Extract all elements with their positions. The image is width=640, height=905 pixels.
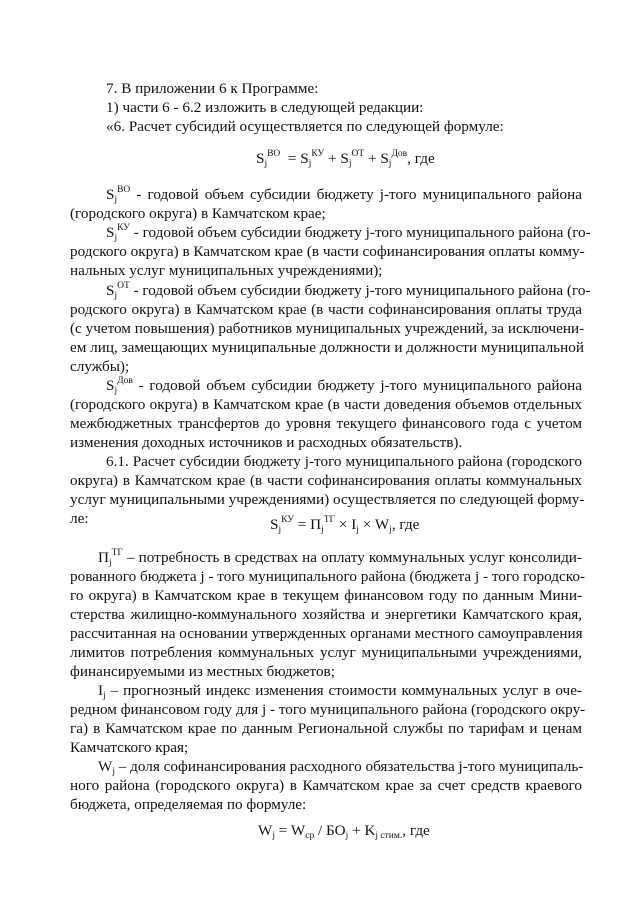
paragraph-line: изменения доходных источников и расходных обязательств). — [70, 434, 463, 451]
paragraph-line: ем лиц, замещающих муниципальные должности и должности муниципальной — [70, 339, 584, 356]
formula-subsidy-total: $S_j^{ВО} = S_j^{КУ} + S_j^{ОТ} + S_j^{Дов}$, где — [256, 149, 435, 169]
definition-line: $I_j$ – прогнозный индекс изменения стоимости коммунальных услуг в оче- — [98, 682, 582, 701]
paragraph-line: финансируемыми из местных бюджетов; — [70, 663, 335, 680]
paragraph-line: нальных услуг муниципальных учреждениями); — [70, 262, 383, 279]
paragraph-line: услуг муниципальными учреждениями) осуществляется по следующей форму- — [70, 491, 585, 508]
paragraph-line: родского округа) в Камчатском крае (в части софинансирования оплаты труда — [70, 301, 582, 318]
paragraph-line: 1) части 6 - 6.2 изложить в следующей редакции: — [106, 99, 424, 116]
paragraph-line: стерства жилищно-коммунального хозяйства и энергетики Камчатского края, — [70, 606, 582, 623]
symbol-w: $W_j$ — [98, 758, 115, 777]
paragraph-line: (с учетом повышения) работников муниципальных учреждений, за исключени- — [70, 320, 585, 337]
paragraph-line: родского округа) в Камчатском крае (в части софинансирования оплаты комму- — [70, 243, 585, 260]
symbol-p-tg: $П_j^{ТГ}$ — [98, 548, 123, 568]
paragraph-line: лимитов потребления коммунальных услуг муниципальными учреждениями, — [70, 644, 582, 661]
paragraph-line: бюджета, определяемая по формуле: — [70, 796, 307, 813]
paragraph-line: Камчатского края; — [70, 739, 189, 756]
paragraph-line: межбюджетных трансфертов до уровня текущего финансового года с учетом — [70, 415, 582, 432]
paragraph-line: (городского округа) в Камчатском крае (в части доведения объемов отдельных — [70, 396, 582, 413]
paragraph-line: рованного бюджета j - того муниципального района (бюджета j - того городско- — [70, 568, 586, 585]
definition-line: $S_j^{ВО}$ - годовой объем субсидии бюджету j-того муниципального района — [106, 185, 582, 205]
paragraph-line: службы); — [70, 358, 130, 375]
formula-share-w: $W_j = W_{ср} / БО_j + K_{j стим.}$, где — [258, 822, 430, 841]
formula-subsidy-ku: $S_j^{КУ} = П_j^{ТГ} \times I_j \times W_j$, где — [270, 515, 420, 535]
paragraph-line: редном финансовом году для j - того муниципального района (городского окру- — [70, 701, 586, 718]
symbol-i: $I_j$ — [98, 682, 106, 701]
symbol-s-ot: $S_j^{ОТ}$ — [106, 281, 130, 301]
definition-line: $S_j^{Дов}$ - годовой объем субсидии бюджету j-того муниципального района — [106, 376, 583, 396]
paragraph-line: рассчитанная на основании утвержденных органами местного самоуправления — [70, 625, 583, 642]
paragraph-line: (городского округа) в Камчатском крае; — [70, 205, 326, 222]
paragraph-line: «6. Расчет субсидий осуществляется по следующей формуле: — [106, 118, 504, 135]
paragraph-line: ле: — [70, 510, 89, 527]
definition-line: $П_j^{ТГ}$ – потребность в средствах на оплату коммунальных услуг консолиди- — [98, 548, 582, 568]
symbol-s-dov: $S_j^{Дов}$ — [106, 376, 133, 396]
paragraph-line: 7. В приложении 6 к Программе: — [106, 80, 319, 97]
definition-line: $S_j^{КУ}$ - годовой объем субсидии бюджету j-того муниципального района (го- — [106, 223, 591, 243]
definition-line: $S_j^{ОТ}$ - годовой объем субсидии бюджету j-того муниципального района (го- — [106, 281, 591, 301]
paragraph-line: го округа) в Камчатском крае в текущем финансовом году по данным Мини- — [70, 587, 582, 604]
paragraph-line: округа) в Камчатском крае (в части софинансирования оплаты коммунальных — [70, 472, 582, 489]
symbol-s-ku: $S_j^{КУ}$ — [106, 223, 130, 243]
definition-line: $W_j$ – доля софинансирования расходного обязательства j-того муниципаль- — [98, 758, 584, 777]
symbol-s-vo: $S_j^{ВО}$ — [106, 185, 131, 205]
paragraph-line: 6.1. Расчет субсидии бюджету j-того муниципального района (городского — [106, 453, 582, 470]
paragraph-line: га) в Камчатском крае по данным Региональной службы по тарифам и ценам — [70, 720, 582, 737]
paragraph-line: ного района (городского округа) в Камчатском крае за счет средств краевого — [70, 777, 582, 794]
